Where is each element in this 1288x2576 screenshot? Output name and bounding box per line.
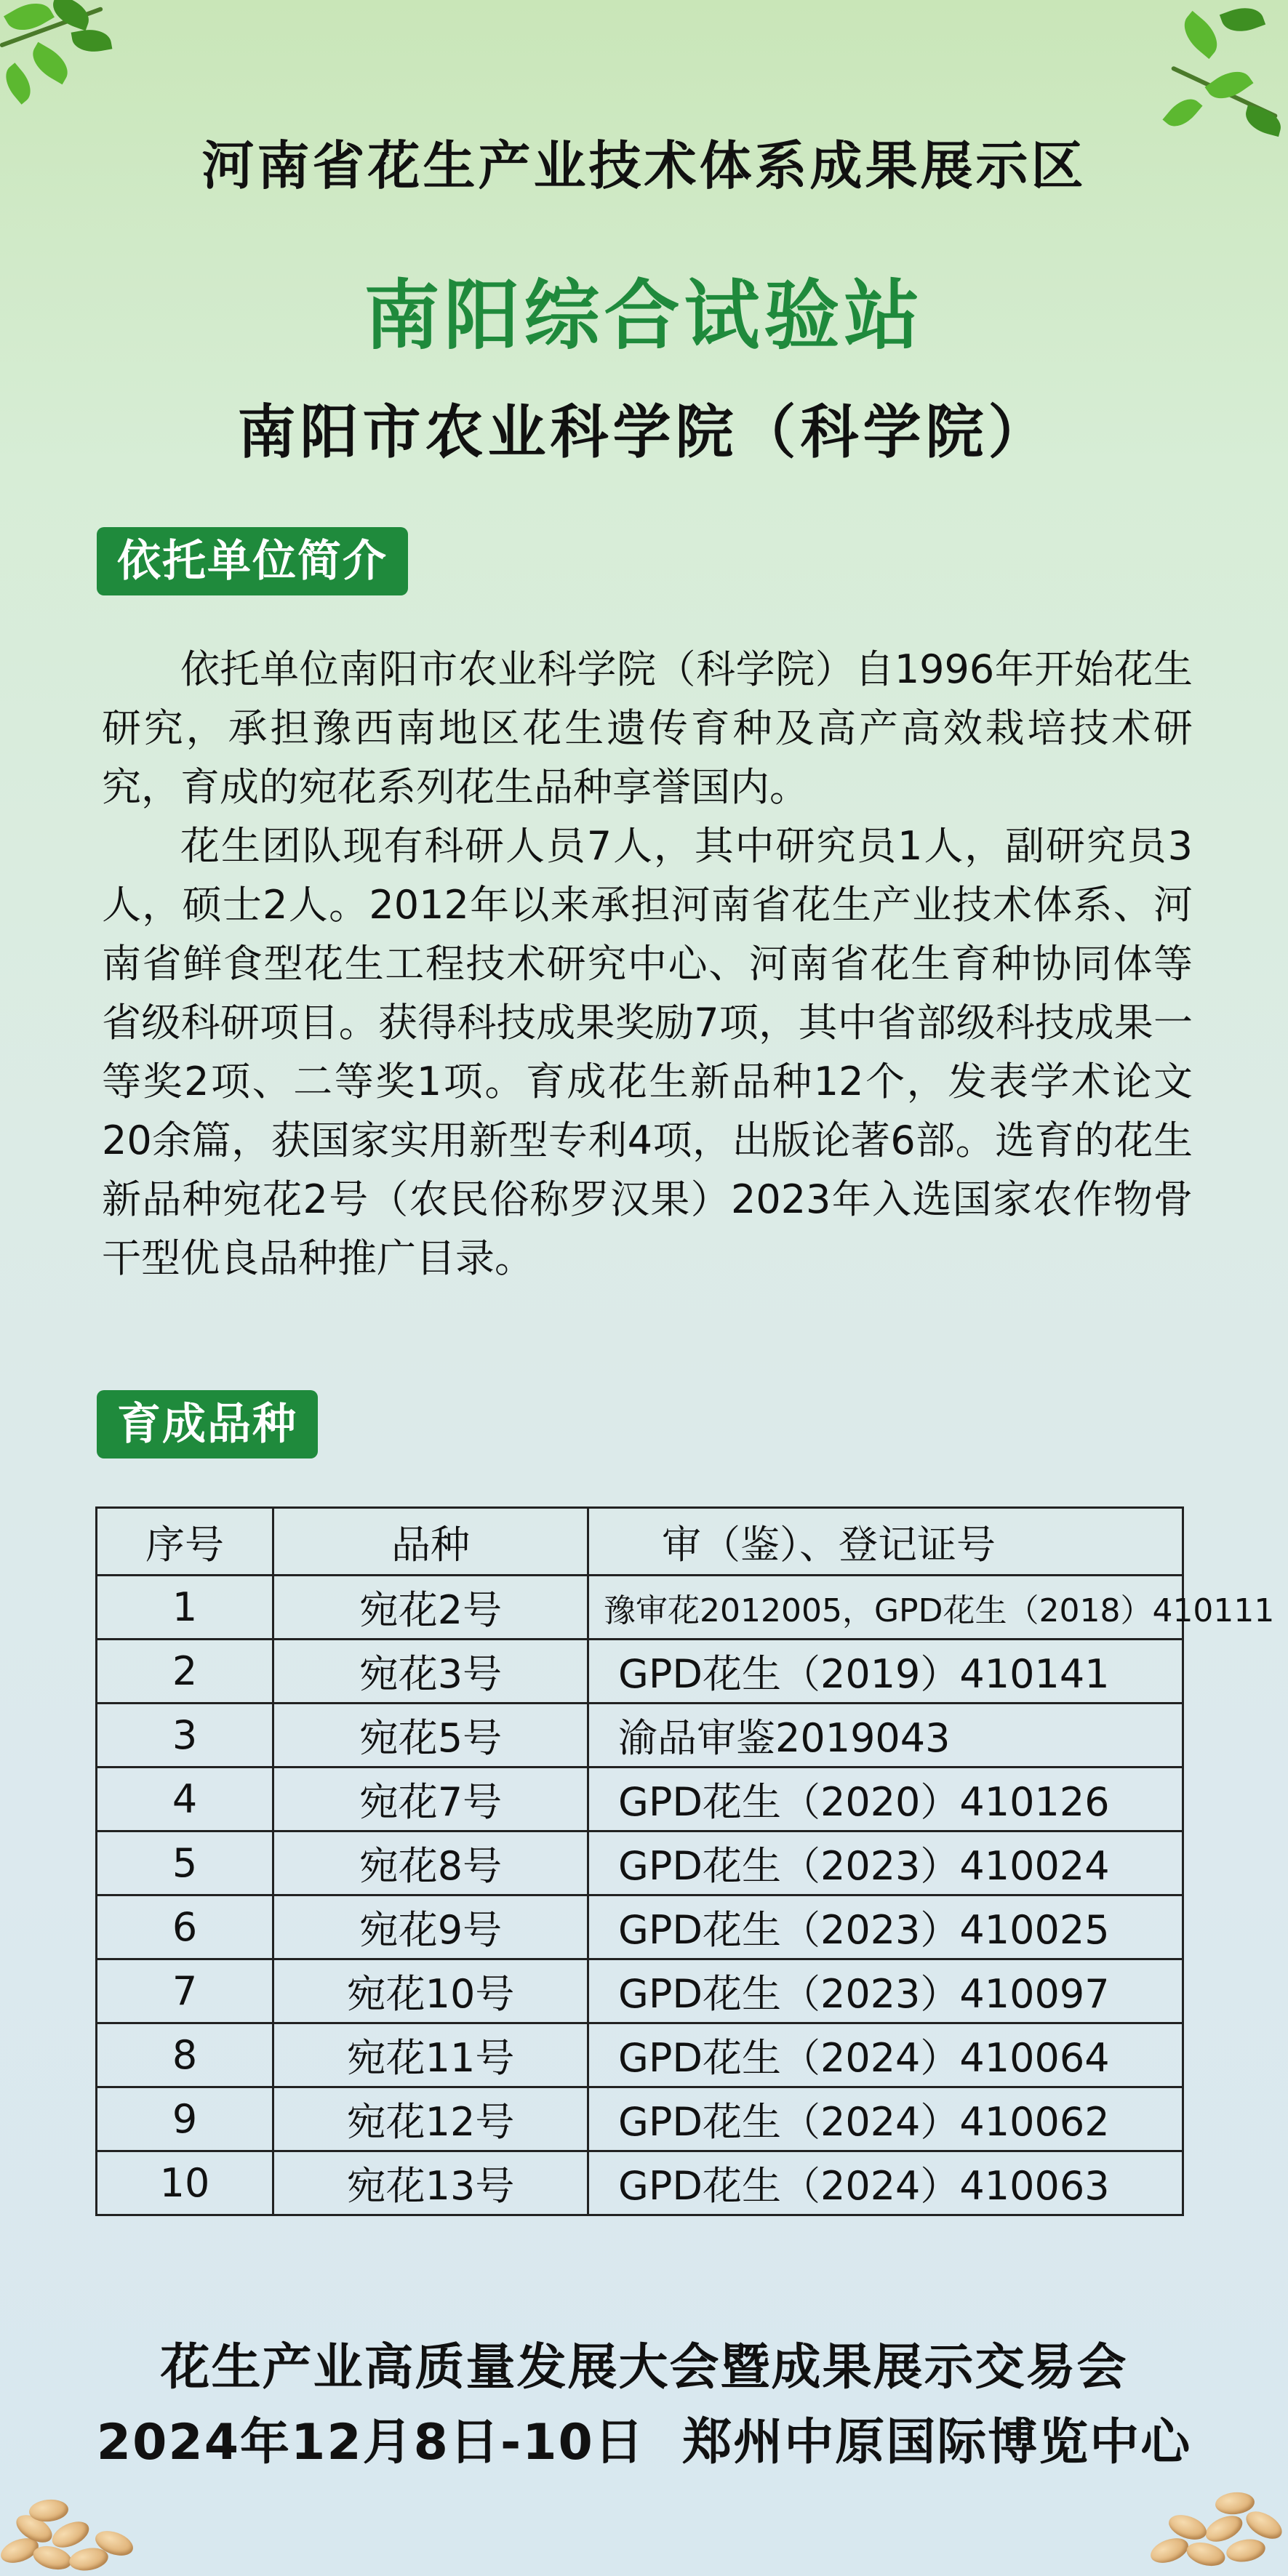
row-number: 8	[97, 2023, 273, 2087]
table-row	[97, 1640, 1183, 1704]
variety-name: 宛花10号	[273, 1959, 588, 2023]
variety-name: 宛花9号	[273, 1895, 588, 1959]
variety-name: 宛花7号	[273, 1768, 588, 1831]
varieties-section-label: 育成品种	[97, 1390, 318, 1458]
varieties-table	[95, 1506, 1275, 2216]
registration-number: GPD花生（2023）410024	[588, 1831, 1183, 1895]
system-title: 河南省花生产业技术体系成果展示区	[201, 135, 1087, 196]
registration-number: GPD花生（2023）410097	[588, 1959, 1183, 2023]
column-header-registration: 审（鉴）、登记证号	[588, 1508, 1183, 1576]
peanuts-bottom-right-decoration	[1143, 2489, 1288, 2576]
institute-name: 南阳市农业科学院（科学院）	[237, 398, 1051, 466]
table-row	[97, 2151, 1183, 2215]
table-row	[97, 1768, 1183, 1831]
variety-name: 宛花2号	[273, 1576, 588, 1640]
registration-number: GPD花生（2024）410064	[588, 2023, 1183, 2087]
table-row	[97, 2087, 1183, 2151]
leaves-top-left-decoration	[0, 0, 124, 109]
column-header-variety: 品种	[273, 1508, 588, 1576]
row-number: 3	[97, 1704, 273, 1768]
variety-name: 宛花12号	[273, 2087, 588, 2151]
intro-paragraph: 依托单位南阳市农业科学院（科学院）自1996年开始花生研究，承担豫西南地区花生遗传育种及高产高效栽培技术研究，育成的宛花系列花生品种享誉国内。	[102, 646, 1193, 810]
row-number: 6	[97, 1895, 273, 1959]
table-row	[97, 1959, 1183, 2023]
variety-name: 宛花3号	[273, 1640, 588, 1704]
row-number: 9	[97, 2087, 273, 2151]
table-header-row	[97, 1508, 1183, 1576]
event-title: 花生产业高质量发展大会暨成果展示交易会	[160, 2339, 1128, 2396]
table-row	[97, 1704, 1183, 1768]
registration-number: GPD花生（2024）410063	[588, 2151, 1183, 2215]
variety-name: 宛花13号	[273, 2151, 588, 2215]
row-number: 1	[97, 1576, 273, 1640]
column-header-number: 序号	[97, 1508, 273, 1576]
row-number: 4	[97, 1768, 273, 1831]
table-row	[97, 2023, 1183, 2087]
registration-number: 豫审花2012005，GPD花生（2018）410111	[588, 1576, 1183, 1640]
row-number: 5	[97, 1831, 273, 1895]
intro-text	[102, 640, 1193, 1288]
table-row	[97, 1895, 1183, 1959]
row-number: 7	[97, 1959, 273, 2023]
registration-number: GPD花生（2024）410062	[588, 2087, 1183, 2151]
table-row	[97, 1576, 1183, 1640]
row-number: 10	[97, 2151, 273, 2215]
variety-name: 宛花11号	[273, 2023, 588, 2087]
intro-section-label: 依托单位简介	[97, 527, 408, 595]
registration-number: GPD花生（2019）410141	[588, 1640, 1183, 1704]
peanuts-bottom-left-decoration	[0, 2496, 145, 2576]
variety-name: 宛花5号	[273, 1704, 588, 1768]
intro-paragraph: 花生团队现有科研人员7人，其中研究员1人，副研究员3人，硕士2人。2012年以来承担河南省花生产业技术体系、河南省鲜食型花生工程技术研究中心、河南省花生育种协同体等省级科研项目。获得科技成果奖励7项，其中省部级科技成果一等奖2项、二等奖1项。育成花生新品种12个，发表学术论文20余篇，获国家实用新型专利4项，出版论著6部。选育的花生新品种宛花2号（农民俗称罗汉果）2023年入选国家农作物骨干型优良品种推广目录。	[102, 823, 1193, 1281]
variety-name: 宛花8号	[273, 1831, 588, 1895]
row-number: 2	[97, 1640, 273, 1704]
event-date-venue: 2024年12月8日-10日 郑州中原国际博览中心	[96, 2414, 1192, 2471]
registration-number: GPD花生（2020）410126	[588, 1768, 1183, 1831]
registration-number: 渝品审鉴2019043	[588, 1704, 1183, 1768]
registration-number: GPD花生（2023）410025	[588, 1895, 1183, 1959]
table-row	[97, 1831, 1183, 1895]
station-name: 南阳综合试验站	[364, 271, 924, 360]
